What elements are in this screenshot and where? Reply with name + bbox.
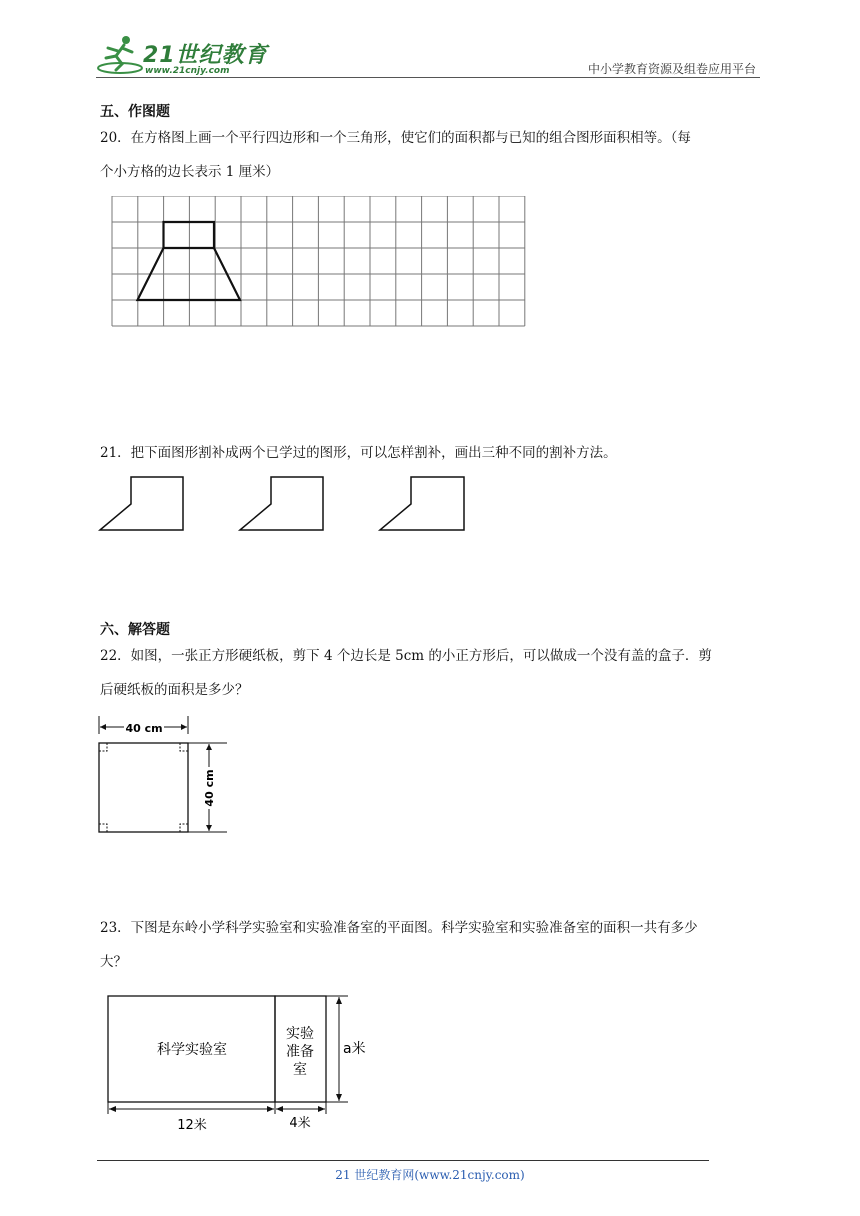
cardboard-square: [99, 743, 188, 832]
header-slogan: 中小学教育资源及组卷应用平台: [587, 62, 756, 76]
section-title-5: 五、作图题: [100, 104, 170, 120]
q20-grid-figure: [110, 196, 526, 356]
section-title-6: 六、解答题: [100, 622, 170, 638]
room2-label-2: 准备: [286, 1044, 314, 1060]
rectangle-shape: [164, 222, 215, 248]
q23-line1: 23．下图是东岭小学科学实验室和实验准备室的平面图。科学实验室和实验准备室的面积一共有多少: [100, 920, 698, 936]
bottom1-label: 12米: [177, 1118, 207, 1133]
q21-figures: [98, 474, 468, 534]
width-label: 40 cm: [125, 722, 163, 735]
room2-label-1: 实验: [286, 1026, 314, 1042]
logo-text: 21世纪教育: [143, 43, 268, 68]
q22-figure: [94, 712, 234, 838]
footer-divider: [97, 1160, 709, 1161]
q23-floorplan: [100, 990, 370, 1134]
header-divider: [96, 77, 760, 78]
composite-shape-2: [240, 477, 323, 530]
bottom2-label: 4米: [289, 1116, 311, 1131]
height-label: 40 cm: [203, 769, 216, 807]
q20-line1: 20．在方格图上画一个平行四边形和一个三角形，使它们的面积都与已知的组合图形面积相等。（每: [100, 130, 691, 146]
runner-icon: [96, 34, 144, 76]
q22-line1: 22．如图，一张正方形硬纸板，剪下 4 个边长是 5cm 的小正方形后，可以做成一个没有盖的盒子．剪: [100, 648, 712, 664]
logo: [96, 34, 144, 76]
composite-shape-3: [380, 477, 464, 530]
q21-text: 21．把下面图形割补成两个已学过的图形，可以怎样割补，画出三种不同的割补方法。: [100, 445, 617, 461]
q22-line2: 后硬纸板的面积是多少？: [100, 682, 249, 698]
q20-line2: 个小方格的边长表示 1 厘米）: [100, 164, 280, 180]
q23-line2: 大？: [100, 954, 127, 970]
composite-shape-1: [100, 477, 183, 530]
footer-text: 21 世纪教育网(www.21cnjy.com): [335, 1168, 525, 1182]
room2-label-3: 室: [293, 1062, 307, 1078]
room1-label: 科学实验室: [157, 1042, 227, 1058]
side-label: a米: [343, 1041, 366, 1057]
logo-url: www.21cnjy.com: [145, 66, 230, 76]
